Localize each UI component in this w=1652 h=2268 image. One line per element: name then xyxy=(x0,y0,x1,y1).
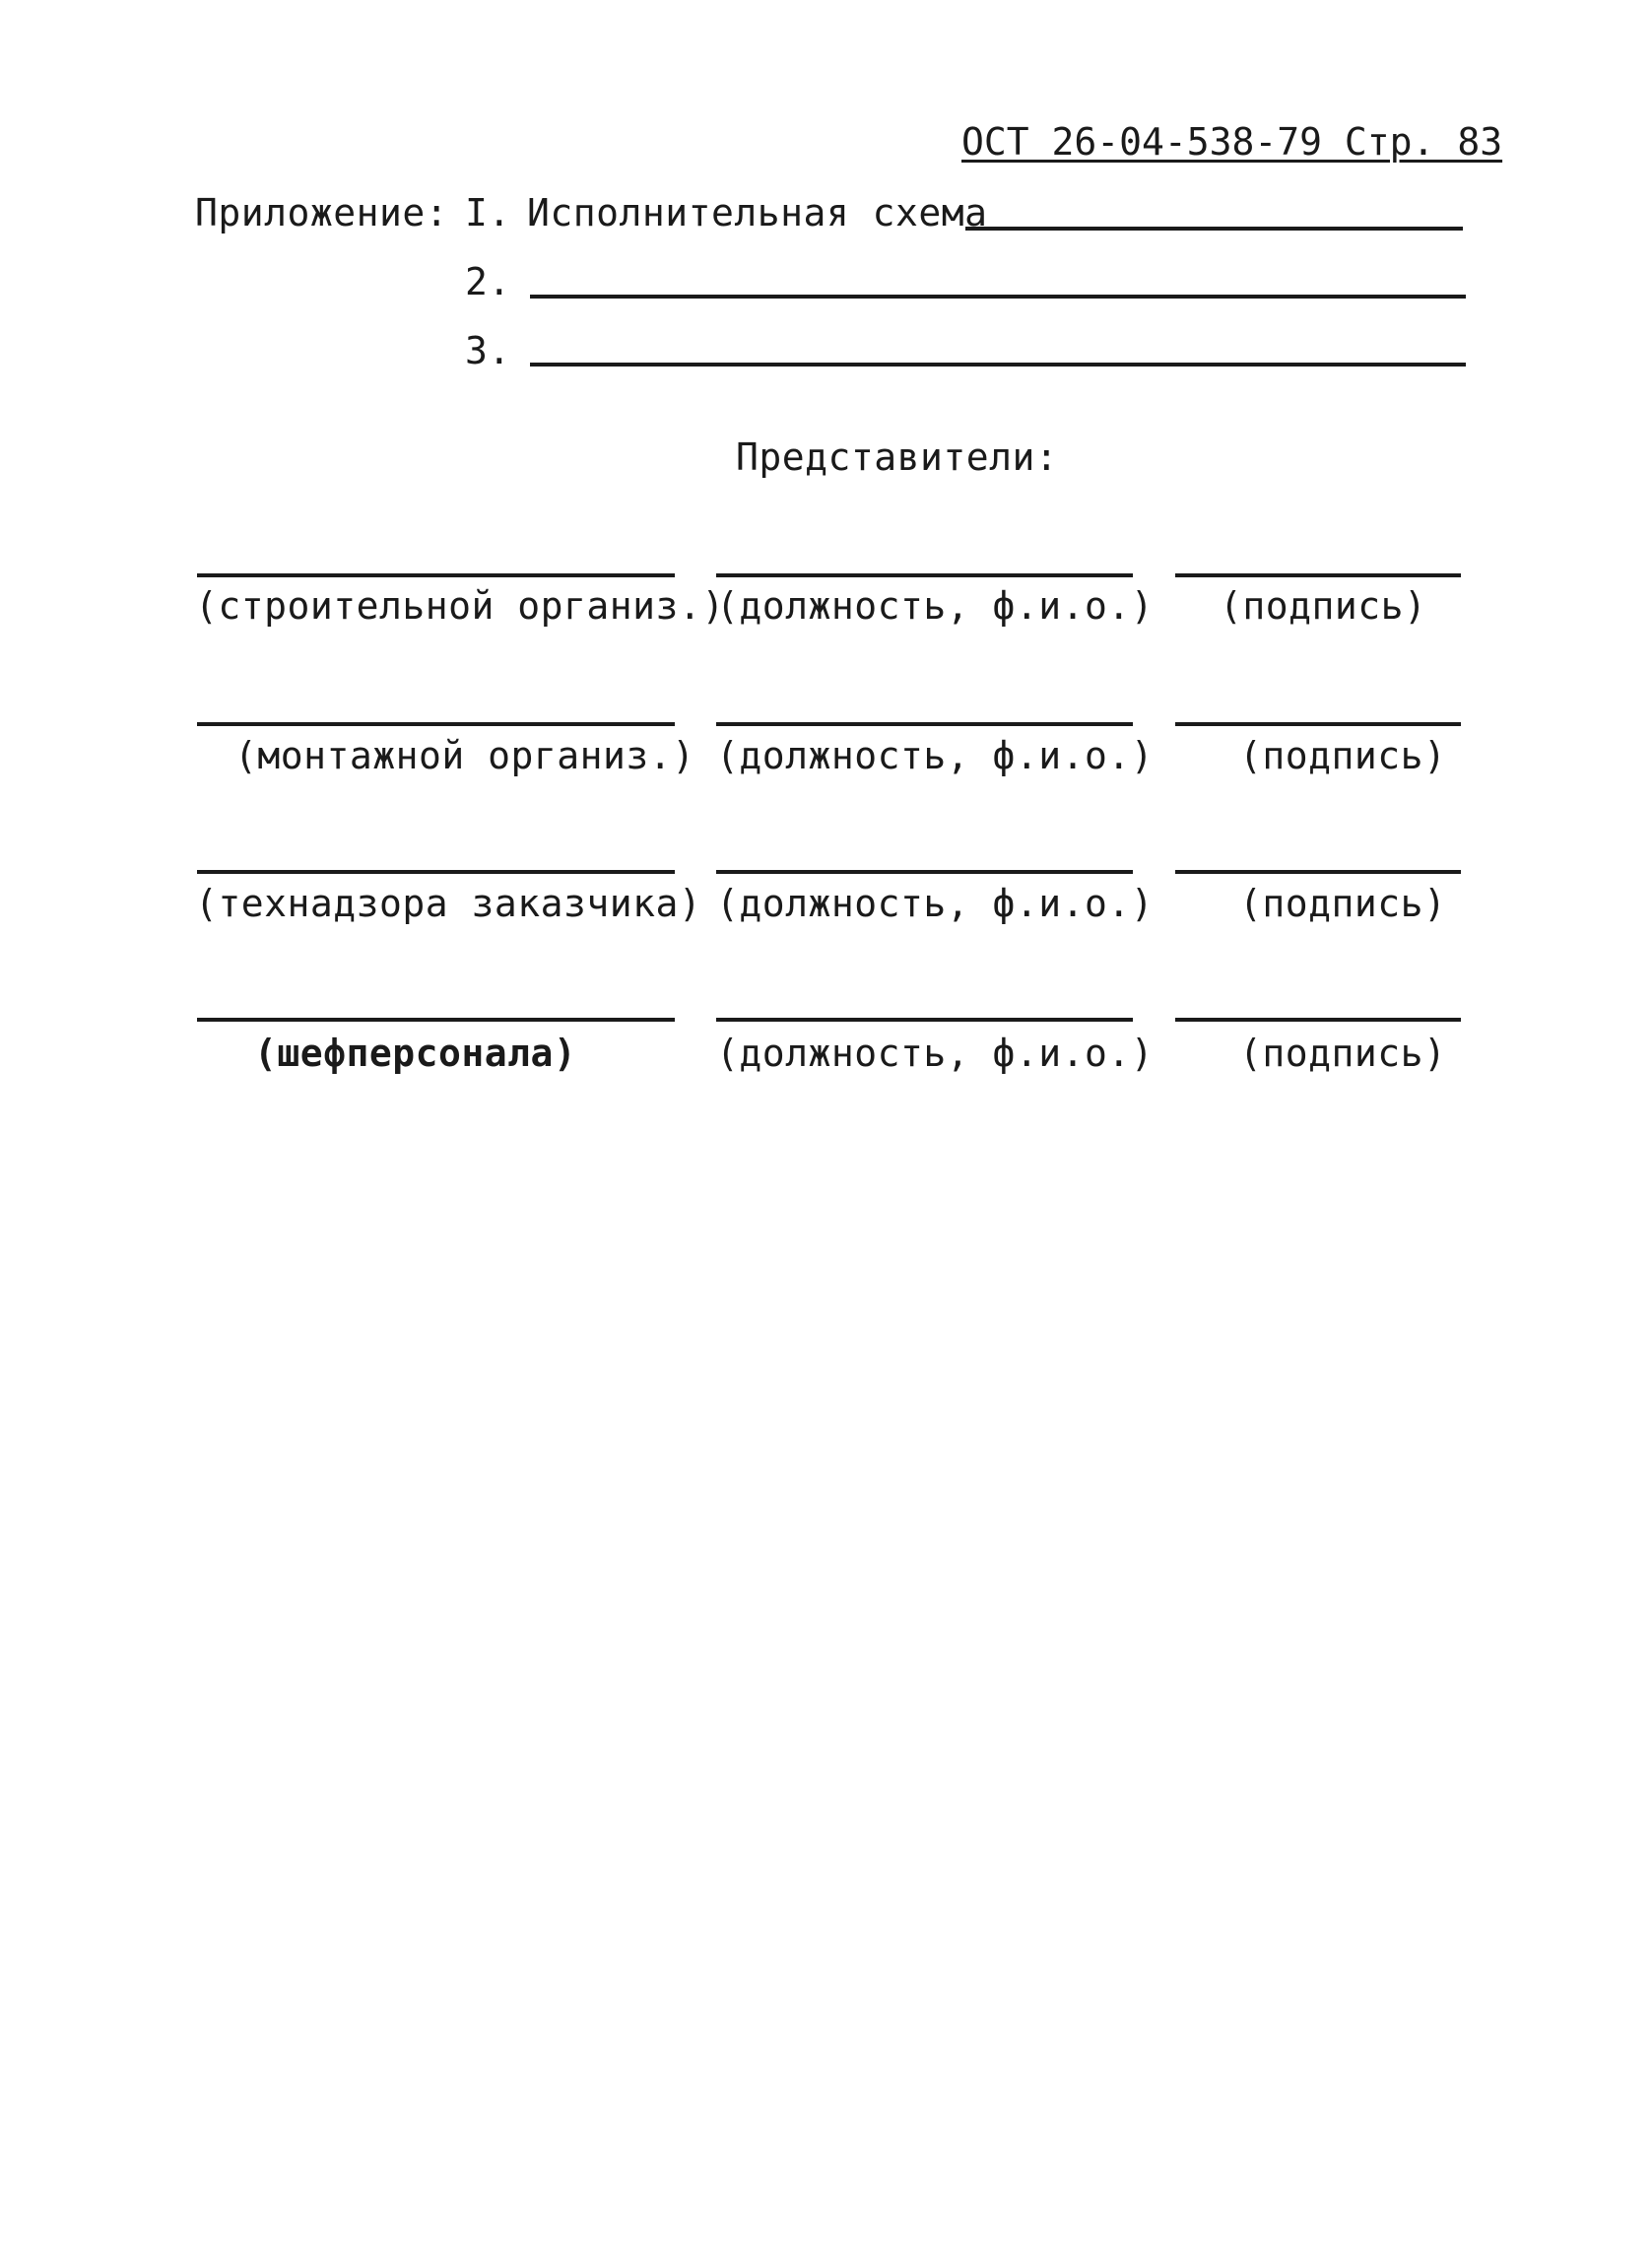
position-label-1: (должность, ф.и.о.) xyxy=(716,584,1155,628)
signature-label-1: (подпись) xyxy=(1220,584,1427,628)
org-line-2 xyxy=(197,722,675,726)
org-line-4 xyxy=(197,1018,675,1022)
signature-label-3: (подпись) xyxy=(1239,882,1447,925)
position-line-1 xyxy=(716,573,1133,577)
org-label-2: (монтажной организ.) xyxy=(234,734,695,777)
org-label-4: (шефперсонала) xyxy=(254,1032,577,1075)
signature-line-2 xyxy=(1175,722,1461,726)
appendix-item-3-number: 3. xyxy=(465,329,511,372)
org-line-3 xyxy=(197,870,675,874)
appendix-label: Приложение: xyxy=(195,191,449,234)
signature-label-2: (подпись) xyxy=(1239,734,1447,777)
position-label-4: (должность, ф.и.о.) xyxy=(716,1032,1155,1075)
position-line-3 xyxy=(716,870,1133,874)
appendix-item-2-line xyxy=(530,295,1466,299)
appendix-item-1-number: I. xyxy=(465,191,511,234)
appendix-item-1-line xyxy=(965,227,1463,231)
representatives-title: Представители: xyxy=(736,435,1059,479)
appendix-item-2-number: 2. xyxy=(465,260,511,303)
org-label-3: (технадзора заказчика) xyxy=(195,882,702,925)
signature-label-4: (подпись) xyxy=(1239,1032,1447,1075)
document-code: ОСТ 26-04-538-79 Стр. 83 xyxy=(961,120,1503,164)
org-line-1 xyxy=(197,573,675,577)
signature-line-1 xyxy=(1175,573,1461,577)
position-label-3: (должность, ф.и.о.) xyxy=(716,882,1155,925)
org-label-1: (строительной организ.) xyxy=(195,584,725,628)
signature-line-4 xyxy=(1175,1018,1461,1022)
position-label-2: (должность, ф.и.о.) xyxy=(716,734,1155,777)
position-line-2 xyxy=(716,722,1133,726)
position-line-4 xyxy=(716,1018,1133,1022)
appendix-item-1-text: Исполнительная схема xyxy=(527,191,988,234)
appendix-item-3-line xyxy=(530,363,1466,367)
signature-line-3 xyxy=(1175,870,1461,874)
